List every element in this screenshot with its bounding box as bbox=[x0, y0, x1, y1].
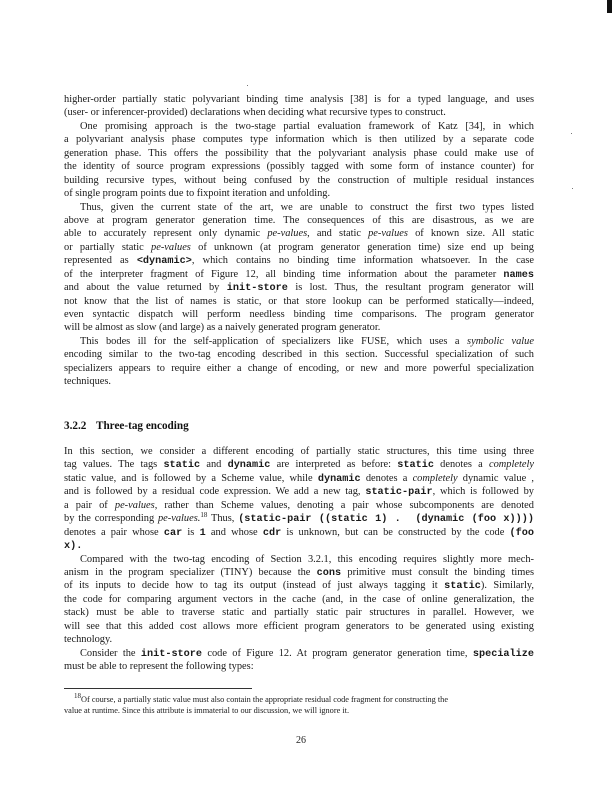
text-line: techniques. bbox=[64, 376, 112, 388]
text-run: of its inputs to decide how to tag its output (instead of just always tagging it bbox=[64, 580, 445, 592]
text-line bbox=[64, 647, 534, 660]
code-term: x). bbox=[64, 541, 83, 553]
text-line: will see that this added cost allows more efficient program generators to be generated using existing bbox=[64, 620, 534, 632]
footnote-line: value at runtime. Since this attribute is immaterial to our discussion, we will ignore it. bbox=[64, 706, 350, 715]
code-term: static bbox=[397, 460, 434, 472]
text-line: stack) must be able to traverse static and partially static pair structures in parallel. However, we bbox=[64, 607, 534, 619]
text-line: technology. bbox=[64, 634, 113, 646]
text-run: denotes a bbox=[360, 472, 413, 484]
text-line: encoding similar to the two-tag encoding described in this section. Successful specialization of such bbox=[64, 349, 534, 361]
text-line bbox=[64, 458, 534, 471]
text-line: the identity of source program expressions (possibly tagged with some form of instance counter) for bbox=[64, 161, 534, 173]
code-term: 1 bbox=[199, 527, 206, 539]
code-term: static bbox=[163, 460, 201, 472]
text-line bbox=[64, 512, 534, 525]
text-run: or partially static bbox=[64, 241, 152, 253]
text-run: , and static bbox=[307, 228, 369, 240]
section-title: Three-tag encoding bbox=[96, 420, 189, 432]
text-run: , which contains no binding time information whatsoever. In the case bbox=[191, 255, 534, 267]
text-run: , rather than Scheme values, denoting a pair whose subcomponents are denoted bbox=[154, 499, 534, 511]
code-term: (foo bbox=[509, 527, 534, 539]
text-run: code of Figure 12. At program generator generation time, bbox=[202, 647, 473, 659]
text-line bbox=[64, 281, 534, 294]
text-line bbox=[64, 335, 534, 348]
text-run: and about the value returned by bbox=[64, 282, 227, 294]
text-run: a pair of bbox=[64, 499, 115, 511]
text-run: of unknown (at program generator generation time) size end up being bbox=[190, 241, 534, 253]
text-run: of the interpreter fragment of Figure 12, all binding time information about the parameter bbox=[64, 268, 504, 280]
text-line bbox=[64, 566, 534, 579]
text-run: is lost. Thus, the resultant program generator will bbox=[287, 282, 534, 294]
text-line: will be almost as slow (and large) as a naively generated program generator. bbox=[64, 322, 381, 334]
text-run: static value, and is followed by a Scheme value, while bbox=[64, 472, 318, 484]
code-term: init-store bbox=[226, 283, 288, 295]
text-run: is unknown, but can be constructed by the code bbox=[281, 526, 510, 538]
text-run: Consider the bbox=[80, 647, 141, 659]
italic-term: completely bbox=[412, 472, 458, 484]
text-run: and bbox=[200, 459, 228, 471]
text-run: primitive must consult the binding times bbox=[341, 566, 534, 578]
text-line: must be able to represent the following types: bbox=[64, 661, 254, 672]
text-line bbox=[64, 268, 534, 281]
text-run: are interpreted as before: bbox=[270, 459, 398, 471]
text-line bbox=[64, 526, 534, 539]
text-run: and is followed by a residual code expression. We add a new tag, bbox=[64, 486, 366, 498]
code-term: names bbox=[503, 269, 534, 281]
code-term: dynamic bbox=[227, 460, 271, 472]
code-term: cons bbox=[316, 567, 342, 579]
text-line: a polyvariant analysis phase computes type information which is then utilized by a separate code bbox=[64, 134, 534, 146]
text-line bbox=[64, 472, 534, 485]
text-run: , which is followed by bbox=[432, 486, 534, 498]
footnote-marker: 18 bbox=[74, 692, 81, 700]
text-run: denotes a pair whose bbox=[64, 526, 164, 538]
footnote-ref[interactable]: 18 bbox=[200, 511, 208, 520]
text-line: above at program generator generation time. The consequences of this are disastrous, as we are bbox=[64, 214, 534, 226]
italic-term: pe-values. bbox=[157, 513, 201, 525]
code-term: car bbox=[163, 527, 183, 539]
footnote-divider bbox=[64, 688, 252, 689]
code-term: init-store bbox=[140, 648, 203, 660]
text-line: Compared with the two-tag encoding of Section 3.2.1, this encoding requires slightly more mech- bbox=[80, 553, 534, 565]
text-line: the code for comparing argument vectors in the cache (and, in the case of online generalization, the bbox=[64, 593, 534, 605]
text-line: of single program points due to fixpoint iteration and unfolding. bbox=[64, 188, 331, 200]
text-run: dynamic value , bbox=[457, 472, 535, 484]
code-term: <dynamic> bbox=[136, 256, 192, 268]
text-line bbox=[64, 539, 534, 552]
text-line bbox=[64, 485, 534, 498]
document-body bbox=[64, 93, 534, 389]
code-term: cdr bbox=[262, 527, 282, 539]
text-line: generation phase. This offers the possibility that the polyvariant analysis phase could make use of bbox=[64, 147, 534, 159]
text-run: anism in the program specializer (TINY) because the bbox=[64, 566, 317, 578]
text-run: by the corresponding bbox=[64, 513, 158, 525]
section-heading bbox=[64, 420, 189, 432]
footnote-line bbox=[64, 694, 534, 705]
text-line bbox=[64, 579, 534, 592]
scan-speck bbox=[247, 85, 248, 86]
text-run: ). Similarly, bbox=[480, 580, 534, 592]
text-run: of known size. All static bbox=[407, 228, 534, 240]
italic-term: pe-values bbox=[368, 228, 408, 240]
text-run: able to accurately represent only dynamic bbox=[64, 228, 268, 240]
code-term: static-pair bbox=[365, 487, 433, 499]
text-run: is bbox=[182, 526, 200, 538]
section-body bbox=[64, 445, 534, 673]
italic-term: pe-values bbox=[114, 499, 155, 511]
text-line: In this section, we consider a different encoding of partially static structures, this time using three bbox=[64, 446, 534, 457]
text-run: tag values. The tags bbox=[64, 459, 164, 471]
text-line: specializers appears to require either a change of encoding, or new and more powerful specialization bbox=[64, 362, 534, 374]
text-run: represented as bbox=[64, 255, 137, 267]
text-line: One promising approach is the two-stage partial evaluation framework of Katz [34], in which bbox=[80, 120, 534, 132]
text-line bbox=[64, 227, 534, 240]
scan-speck bbox=[571, 133, 572, 134]
text-line: Thus, given the current state of the art, we are unable to construct the first two types listed bbox=[80, 201, 534, 213]
code-term: specialize bbox=[472, 648, 534, 660]
text-line: (user- or inferencer-provided) declarations when deciding what recursive types to construct. bbox=[64, 107, 446, 119]
text-line: higher-order partially static polyvariant binding time analysis [38] is for a typed language, and uses bbox=[64, 94, 534, 105]
footnote-text: Of course, a partially static value must also contain the appropriate residual code fragment for constructing the bbox=[81, 695, 449, 704]
italic-term: completely bbox=[488, 459, 534, 471]
text-run: denotes a bbox=[433, 459, 489, 471]
text-run: This bodes ill for the self-application of specializers like FUSE, which uses a bbox=[80, 335, 468, 347]
section-number: 3.2.2 bbox=[64, 420, 87, 432]
code-term: dynamic bbox=[317, 473, 361, 485]
page-number: 26 bbox=[296, 735, 306, 746]
scan-speck bbox=[572, 188, 573, 189]
text-run: Thus, bbox=[207, 513, 239, 525]
text-run: and whose bbox=[205, 526, 263, 538]
text-line: even syntactic dispatch will perform needless binding time comparisons. The program generator bbox=[64, 309, 534, 320]
text-line bbox=[64, 499, 534, 512]
code-term: static bbox=[444, 581, 481, 593]
code-term: (static-pair ((static 1) . (dynamic (foo x)))) bbox=[238, 514, 534, 526]
text-line bbox=[64, 241, 534, 254]
footnote bbox=[64, 694, 534, 716]
text-line bbox=[64, 254, 534, 267]
text-line: building recursive types, without being confused by the construction of multiple residual instances bbox=[64, 174, 534, 186]
scan-edge-mark bbox=[607, 0, 612, 13]
italic-term: pe-values bbox=[267, 228, 308, 240]
italic-term: symbolic value bbox=[467, 335, 534, 347]
italic-term: pe-values bbox=[151, 241, 191, 253]
text-line: not know that the list of names is static, or that store lookup can be performed statically—indeed, bbox=[64, 295, 534, 307]
